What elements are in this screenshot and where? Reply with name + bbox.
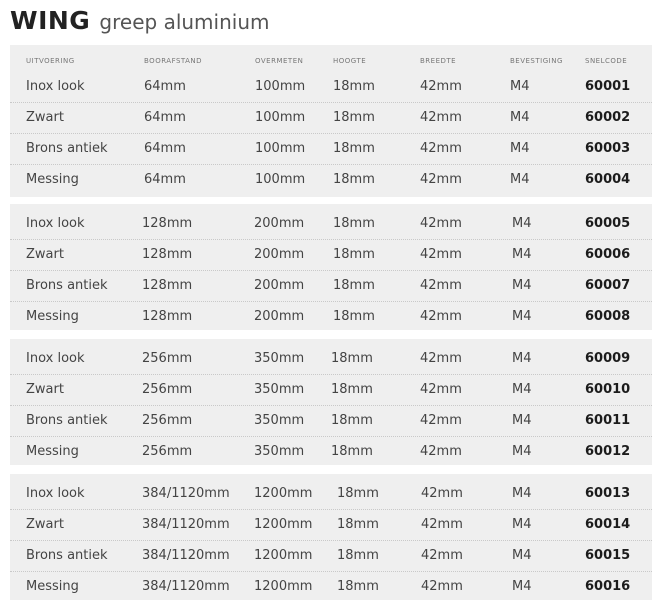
cell-fixing: M4 — [512, 247, 532, 262]
cell-overall-length: 200mm — [254, 278, 305, 293]
cell-width: 42mm — [421, 548, 463, 563]
column-header-fixing: BEVESTIGING — [510, 57, 563, 65]
table-row — [10, 540, 652, 571]
cell-height: 18mm — [331, 351, 373, 366]
spec-group — [10, 45, 652, 197]
cell-width: 42mm — [420, 79, 462, 94]
column-header-overall-length: OVERMETEN — [255, 57, 304, 65]
column-header-quick-code: SNELCODE — [585, 57, 628, 65]
cell-finish: Brons antiek — [26, 141, 108, 156]
cell-quick-code: 60012 — [585, 444, 631, 459]
spec-group — [10, 204, 652, 330]
cell-width: 42mm — [420, 247, 462, 262]
cell-quick-code: 60013 — [585, 486, 631, 501]
cell-width: 42mm — [420, 444, 462, 459]
cell-finish: Messing — [26, 444, 79, 459]
cell-height: 18mm — [337, 548, 379, 563]
cell-quick-code: 60015 — [585, 548, 631, 563]
table-row — [10, 301, 652, 332]
cell-quick-code: 60010 — [585, 382, 631, 397]
cell-hole-spacing: 384/1120mm — [142, 579, 230, 594]
cell-overall-length: 350mm — [254, 444, 305, 459]
spec-group — [10, 339, 652, 465]
cell-overall-length: 100mm — [255, 172, 306, 187]
cell-finish: Inox look — [26, 216, 85, 231]
column-header-hole-spacing: BOORAFSTAND — [144, 57, 203, 65]
cell-height: 18mm — [333, 309, 375, 324]
cell-finish: Inox look — [26, 351, 85, 366]
table-row — [10, 270, 652, 301]
cell-hole-spacing: 256mm — [142, 444, 193, 459]
product-subtitle: greep aluminium — [99, 10, 270, 34]
cell-width: 42mm — [420, 110, 462, 125]
cell-quick-code: 60016 — [585, 579, 631, 594]
cell-width: 42mm — [420, 172, 462, 187]
cell-overall-length: 350mm — [254, 413, 305, 428]
cell-fixing: M4 — [512, 309, 532, 324]
table-row — [10, 436, 652, 467]
cell-hole-spacing: 128mm — [142, 278, 193, 293]
cell-height: 18mm — [333, 79, 375, 94]
cell-overall-length: 1200mm — [254, 579, 313, 594]
table-header — [10, 45, 652, 71]
table-row — [10, 509, 652, 540]
cell-fixing: M4 — [512, 548, 532, 563]
cell-quick-code: 60009 — [585, 351, 631, 366]
cell-height: 18mm — [333, 110, 375, 125]
cell-finish: Messing — [26, 579, 79, 594]
brand-name: WING — [10, 6, 91, 35]
cell-hole-spacing: 64mm — [144, 79, 186, 94]
column-header-height: HOOGTE — [333, 57, 367, 65]
table-row — [10, 133, 652, 164]
cell-fixing: M4 — [512, 382, 532, 397]
cell-width: 42mm — [420, 216, 462, 231]
cell-quick-code: 60001 — [585, 79, 631, 94]
cell-hole-spacing: 256mm — [142, 382, 193, 397]
cell-finish: Messing — [26, 309, 79, 324]
cell-hole-spacing: 256mm — [142, 413, 193, 428]
cell-overall-length: 350mm — [254, 382, 305, 397]
cell-fixing: M4 — [512, 579, 532, 594]
cell-quick-code: 60008 — [585, 309, 631, 324]
spec-group — [10, 474, 652, 600]
cell-quick-code: 60006 — [585, 247, 631, 262]
cell-finish: Brons antiek — [26, 548, 108, 563]
column-header-width: BREEDTE — [420, 57, 457, 65]
cell-hole-spacing: 128mm — [142, 216, 193, 231]
cell-fixing: M4 — [512, 278, 532, 293]
cell-overall-length: 100mm — [255, 110, 306, 125]
cell-quick-code: 60011 — [585, 413, 631, 428]
table-row — [10, 71, 652, 102]
cell-overall-length: 200mm — [254, 309, 305, 324]
cell-height: 18mm — [337, 517, 379, 532]
table-row — [10, 478, 652, 509]
cell-fixing: M4 — [512, 413, 532, 428]
table-row — [10, 343, 652, 374]
cell-height: 18mm — [337, 579, 379, 594]
cell-hole-spacing: 64mm — [144, 110, 186, 125]
table-row — [10, 164, 652, 195]
cell-width: 42mm — [421, 517, 463, 532]
cell-fixing: M4 — [510, 141, 530, 156]
cell-finish: Inox look — [26, 79, 85, 94]
page-title — [10, 6, 269, 36]
cell-width: 42mm — [420, 141, 462, 156]
cell-overall-length: 200mm — [254, 216, 305, 231]
cell-fixing: M4 — [510, 79, 530, 94]
cell-hole-spacing: 384/1120mm — [142, 517, 230, 532]
cell-hole-spacing: 128mm — [142, 309, 193, 324]
cell-quick-code: 60002 — [585, 110, 631, 125]
cell-fixing: M4 — [510, 172, 530, 187]
cell-overall-length: 1200mm — [254, 517, 313, 532]
cell-overall-length: 200mm — [254, 247, 305, 262]
cell-finish: Zwart — [26, 247, 64, 262]
cell-hole-spacing: 256mm — [142, 351, 193, 366]
cell-fixing: M4 — [512, 216, 532, 231]
cell-overall-length: 350mm — [254, 351, 305, 366]
cell-overall-length: 1200mm — [254, 486, 313, 501]
cell-hole-spacing: 384/1120mm — [142, 548, 230, 563]
cell-overall-length: 1200mm — [254, 548, 313, 563]
cell-height: 18mm — [333, 247, 375, 262]
cell-height: 18mm — [333, 278, 375, 293]
table-row — [10, 571, 652, 602]
cell-hole-spacing: 64mm — [144, 172, 186, 187]
cell-width: 42mm — [421, 579, 463, 594]
cell-hole-spacing: 128mm — [142, 247, 193, 262]
cell-height: 18mm — [331, 413, 373, 428]
cell-height: 18mm — [331, 444, 373, 459]
cell-fixing: M4 — [512, 486, 532, 501]
cell-finish: Zwart — [26, 517, 64, 532]
cell-finish: Zwart — [26, 110, 64, 125]
table-row — [10, 208, 652, 239]
cell-width: 42mm — [421, 486, 463, 501]
cell-width: 42mm — [420, 382, 462, 397]
cell-hole-spacing: 64mm — [144, 141, 186, 156]
cell-height: 18mm — [337, 486, 379, 501]
cell-fixing: M4 — [512, 517, 532, 532]
cell-fixing: M4 — [512, 444, 532, 459]
cell-quick-code: 60014 — [585, 517, 631, 532]
cell-height: 18mm — [333, 172, 375, 187]
cell-hole-spacing: 384/1120mm — [142, 486, 230, 501]
cell-finish: Messing — [26, 172, 79, 187]
cell-width: 42mm — [420, 278, 462, 293]
cell-height: 18mm — [333, 216, 375, 231]
cell-overall-length: 100mm — [255, 141, 306, 156]
cell-width: 42mm — [420, 309, 462, 324]
cell-quick-code: 60004 — [585, 172, 631, 187]
cell-quick-code: 60003 — [585, 141, 631, 156]
table-row — [10, 405, 652, 436]
cell-fixing: M4 — [510, 110, 530, 125]
cell-fixing: M4 — [512, 351, 532, 366]
table-row — [10, 374, 652, 405]
cell-width: 42mm — [420, 351, 462, 366]
cell-height: 18mm — [333, 141, 375, 156]
column-header-finish: UITVOERING — [26, 57, 75, 65]
cell-quick-code: 60005 — [585, 216, 631, 231]
cell-finish: Zwart — [26, 382, 64, 397]
table-row — [10, 102, 652, 133]
table-row — [10, 239, 652, 270]
cell-overall-length: 100mm — [255, 79, 306, 94]
cell-quick-code: 60007 — [585, 278, 631, 293]
cell-width: 42mm — [420, 413, 462, 428]
cell-finish: Inox look — [26, 486, 85, 501]
cell-finish: Brons antiek — [26, 413, 108, 428]
cell-finish: Brons antiek — [26, 278, 108, 293]
cell-height: 18mm — [331, 382, 373, 397]
